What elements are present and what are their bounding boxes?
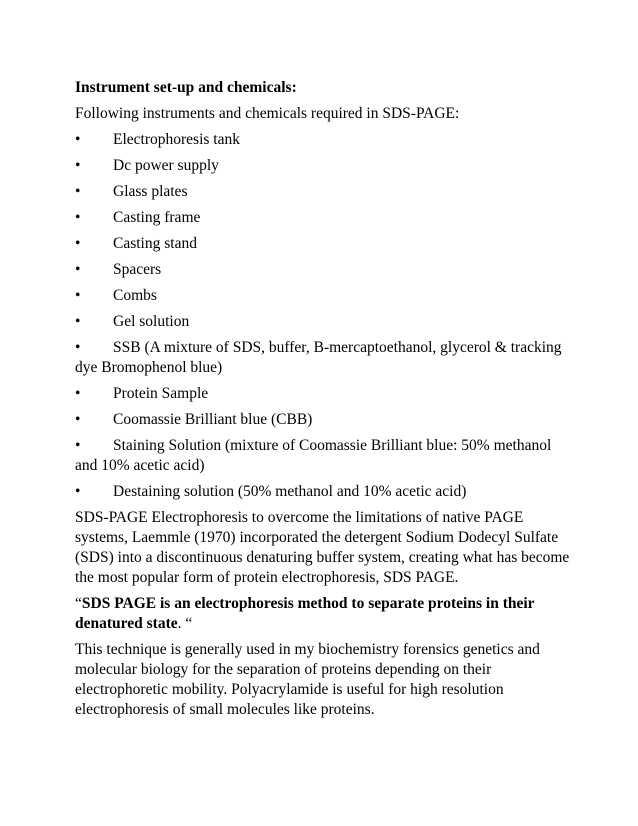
list-item-text: Glass plates [113, 183, 188, 200]
list-item [75, 338, 575, 378]
bullet: • [75, 385, 81, 402]
bullet: • [75, 287, 81, 304]
list-item [75, 384, 575, 404]
list-item-text: Casting frame [113, 209, 201, 226]
list-item [75, 182, 575, 202]
equipment-list [75, 130, 575, 502]
quote-open: “ [75, 595, 82, 612]
list-item-text: Protein Sample [113, 385, 209, 402]
list-item-text: Spacers [113, 261, 162, 278]
quote-bold-text: SDS PAGE is an electrophoresis method to separate proteins in their denatured state [75, 595, 535, 632]
section-heading: Instrument set-up and chemicals: [75, 79, 297, 96]
list-item-text: Staining Solution (mixture of Coomassie Brilliant blue: 50% methanol and 10% acetic acid) [75, 437, 552, 474]
bullet: • [75, 209, 81, 226]
list-item [75, 410, 575, 430]
list-item [75, 156, 575, 176]
list-item [75, 436, 575, 476]
paragraph-sds-page-history: SDS-PAGE Electrophoresis to overcome the limitations of native PAGE systems, Laemmle (1970) incorporated the detergent Sodium Dodecyl Sulfate (SDS) into a discontinuous denaturing buffer system, creating what has become the most popular form of protein electrophoresis, SDS PAGE. [75, 509, 570, 586]
bullet: • [75, 183, 81, 200]
bullet: • [75, 313, 81, 330]
bullet: • [75, 261, 81, 278]
list-item-text: Casting stand [113, 235, 197, 252]
quote-close: . “ [177, 615, 193, 632]
list-item [75, 208, 575, 228]
document-page [75, 78, 575, 726]
bullet: • [75, 411, 81, 428]
intro-text: Following instruments and chemicals required in SDS-PAGE: [75, 105, 460, 122]
list-item-text: Dc power supply [113, 157, 219, 174]
paragraph-usage: This technique is generally used in my biochemistry forensics genetics and molecular biology for the separation of proteins depending on their electrophoretic mobility. Polyacrylamide is useful for high resolution electrophoresis of small molecules like proteins. [75, 641, 540, 718]
bullet: • [75, 235, 81, 252]
list-item [75, 130, 575, 150]
bullet: • [75, 339, 81, 356]
definition-quote [75, 594, 575, 634]
list-item [75, 260, 575, 280]
list-item-text: SSB (A mixture of SDS, buffer, B-mercaptoethanol, glycerol & tracking dye Bromophenol blue) [75, 339, 562, 376]
list-item [75, 234, 575, 254]
bullet: • [75, 437, 81, 454]
bullet: • [75, 483, 81, 500]
list-item-text: Electrophoresis tank [113, 131, 240, 148]
list-item-text: Combs [113, 287, 157, 304]
list-item-text: Gel solution [113, 313, 190, 330]
list-item [75, 482, 575, 502]
list-item-text: Destaining solution (50% methanol and 10% acetic acid) [113, 483, 467, 500]
list-item [75, 312, 575, 332]
bullet: • [75, 131, 81, 148]
bullet: • [75, 157, 81, 174]
list-item [75, 286, 575, 306]
list-item-text: Coomassie Brilliant blue (CBB) [113, 411, 313, 428]
